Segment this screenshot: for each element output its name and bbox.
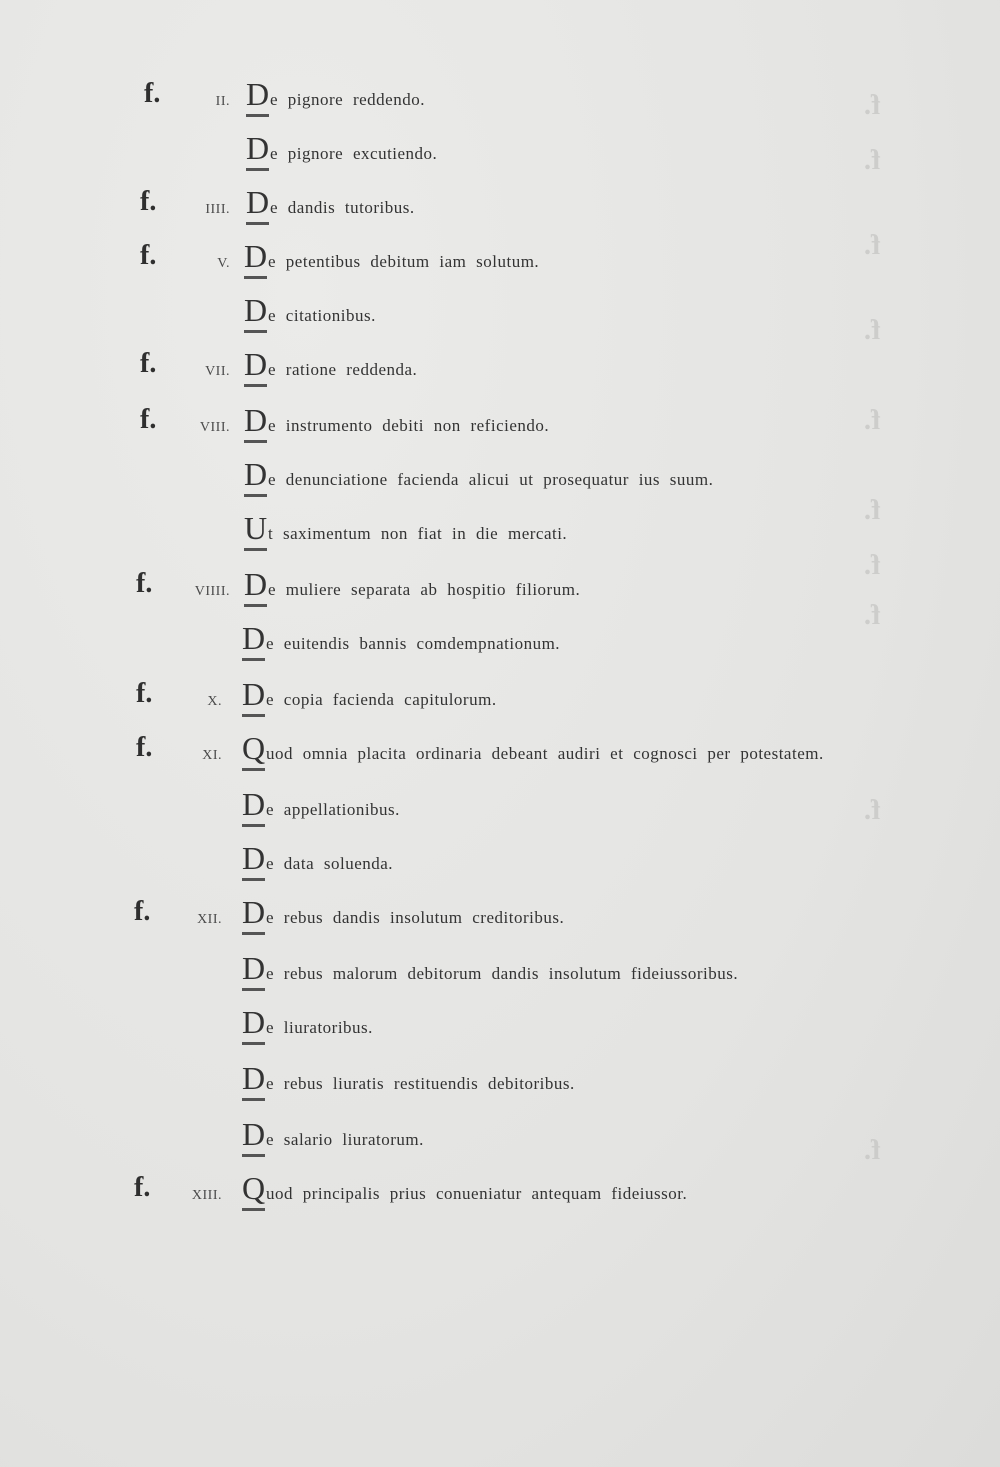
- show-through-mark: f.: [863, 550, 880, 581]
- rubric-entry: [0, 1060, 1000, 1110]
- rubric-text: e appellationibus.: [266, 800, 400, 819]
- show-through-mark: f.: [863, 600, 880, 631]
- folio-mark: f.: [140, 404, 157, 435]
- initial-capital: D: [244, 294, 267, 333]
- initial-capital: D: [242, 1006, 265, 1045]
- initial-capital: D: [242, 896, 265, 935]
- folio-mark: f.: [136, 732, 153, 763]
- rubric-entry: [0, 346, 1000, 396]
- rubric-text: e euitendis bannis comdempnationum.: [266, 634, 561, 653]
- rubric-text: e copia facienda capitulorum.: [266, 690, 497, 709]
- initial-capital: D: [242, 842, 265, 881]
- initial-capital: D: [242, 952, 265, 991]
- initial-capital: D: [242, 678, 265, 717]
- chapter-numeral: VII.: [205, 364, 230, 379]
- initial-capital: D: [242, 788, 265, 827]
- folio-mark: f.: [140, 348, 157, 379]
- rubric-text: e salario liuratorum.: [266, 1130, 424, 1149]
- chapter-numeral: II.: [215, 94, 230, 109]
- initial-capital: Q: [242, 1172, 265, 1211]
- rubric-text: e data soluenda.: [266, 854, 394, 873]
- rubric-entry: [0, 566, 1000, 616]
- folio-mark: f.: [140, 186, 157, 217]
- initial-capital: D: [246, 186, 269, 225]
- initial-capital: Q: [242, 732, 265, 771]
- rubric-entry: [0, 676, 1000, 726]
- initial-capital: D: [244, 240, 267, 279]
- show-through-mark: f.: [863, 315, 880, 346]
- rubric-entry: [0, 184, 1000, 234]
- rubric-entry: [0, 786, 1000, 836]
- rubric-text: e pignore reddendo.: [270, 90, 425, 109]
- show-through-mark: f.: [863, 230, 880, 261]
- rubric-entry: [0, 1170, 1000, 1220]
- rubric-text: e dandis tutoribus.: [270, 198, 415, 217]
- rubric-entry: [0, 456, 1000, 506]
- rubric-text: e rebus dandis insolutum creditoribus.: [266, 908, 565, 927]
- initial-capital: D: [246, 78, 269, 117]
- rubric-text: e ratione reddenda.: [268, 360, 418, 379]
- rubric-text: uod principalis prius conueniatur antequam fideiussor.: [266, 1184, 688, 1203]
- rubric-entry: [0, 76, 1000, 126]
- initial-capital: D: [244, 404, 267, 443]
- show-through-mark: f.: [863, 145, 880, 176]
- rubric-text: t saximentum non fiat in die mercati.: [268, 524, 568, 543]
- folio-mark: f.: [136, 678, 153, 709]
- initial-capital: D: [242, 622, 265, 661]
- chapter-numeral: XIII.: [191, 1188, 222, 1203]
- chapter-numeral: X.: [207, 694, 222, 709]
- rubric-entry: [0, 402, 1000, 452]
- rubric-entry: [0, 894, 1000, 944]
- show-through-mark: f.: [863, 405, 880, 436]
- initial-capital: U: [244, 512, 267, 551]
- chapter-numeral: XII.: [197, 912, 222, 927]
- folio-mark: f.: [134, 1172, 151, 1203]
- chapter-numeral: VIIII.: [194, 584, 230, 599]
- rubric-text: e muliere separata ab hospitio filiorum.: [268, 580, 581, 599]
- show-through-mark: f.: [863, 90, 880, 121]
- show-through-mark: f.: [863, 495, 880, 526]
- rubric-entry: [0, 840, 1000, 890]
- folio-mark: f.: [140, 240, 157, 271]
- folio-mark: f.: [144, 78, 161, 109]
- initial-capital: D: [242, 1062, 265, 1101]
- rubric-text: e denunciatione facienda alicui ut prosequatur ius suum.: [268, 470, 714, 489]
- rubric-text: e rebus liuratis restituendis debitoribus.: [266, 1074, 575, 1093]
- initial-capital: D: [244, 568, 267, 607]
- chapter-numeral: IIII.: [205, 202, 230, 217]
- rubric-entry: [0, 1116, 1000, 1166]
- initial-capital: D: [246, 132, 269, 171]
- rubric-text: e instrumento debiti non reficiendo.: [268, 416, 550, 435]
- rubric-entry: [0, 130, 1000, 180]
- chapter-numeral: VIII.: [199, 420, 230, 435]
- rubric-entry: [0, 238, 1000, 288]
- rubric-entry: [0, 730, 1000, 780]
- show-through-mark: f.: [863, 1135, 880, 1166]
- show-through-mark: f.: [863, 795, 880, 826]
- initial-capital: D: [244, 348, 267, 387]
- rubric-entry: [0, 1004, 1000, 1054]
- rubric-text: e liuratoribus.: [266, 1018, 373, 1037]
- rubric-text: e rebus malorum debitorum dandis insolutum fideiussoribus.: [266, 964, 739, 983]
- initial-capital: D: [244, 458, 267, 497]
- initial-capital: D: [242, 1118, 265, 1157]
- rubric-text: uod omnia placita ordinaria debeant audiri et cognosci per potestatem.: [266, 744, 824, 763]
- folio-mark: f.: [136, 568, 153, 599]
- chapter-numeral: XI.: [202, 748, 222, 763]
- rubric-entry: [0, 620, 1000, 670]
- rubric-entry: [0, 292, 1000, 342]
- rubric-text: e petentibus debitum iam solutum.: [268, 252, 540, 271]
- folio-mark: f.: [134, 896, 151, 927]
- chapter-numeral: V.: [217, 256, 230, 271]
- rubric-text: e citationibus.: [268, 306, 376, 325]
- rubric-entry: [0, 950, 1000, 1000]
- rubric-entry: [0, 510, 1000, 560]
- rubric-text: e pignore excutiendo.: [270, 144, 438, 163]
